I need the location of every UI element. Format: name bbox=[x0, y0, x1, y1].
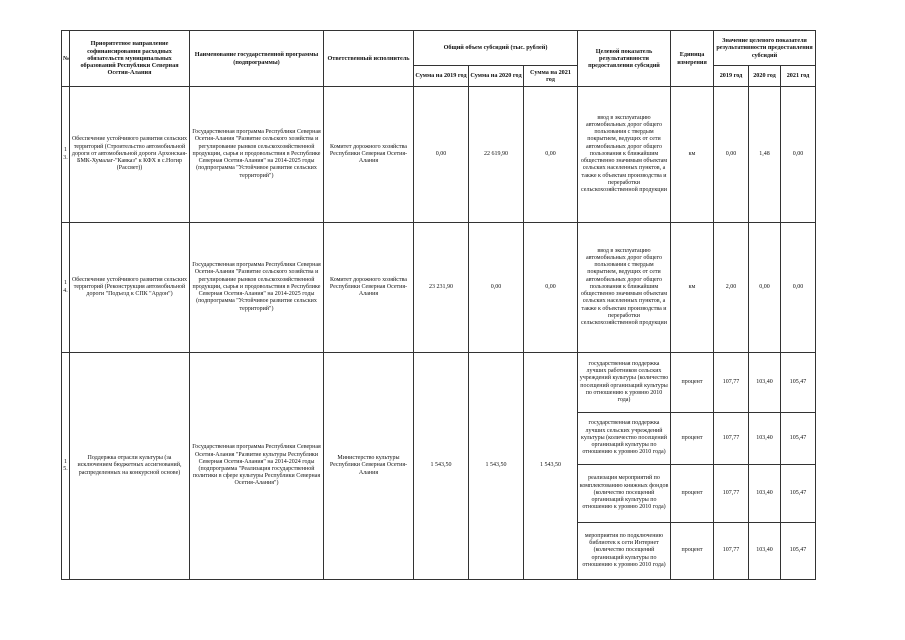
header-direction: Приоритетное направление софинансирования расходных обязательств муниципальных образований Республики Северная Осетия-Алания bbox=[70, 31, 190, 87]
row-sum-2019: 0,00 bbox=[414, 87, 469, 223]
row-unit: км bbox=[671, 87, 714, 223]
document-page bbox=[61, 30, 815, 580]
row-unit: процент bbox=[671, 523, 714, 580]
table-row bbox=[62, 353, 816, 413]
row-direction: Обеспечение устойчивого развития сельских территорий (Строительство автомобильной дороги от автомобильной дороги Архонская-БМК-Хумалаг-"Кавказ" к КФХ в с.Ногир (Рассвет)) bbox=[70, 87, 190, 223]
row-value-2019: 107,77 bbox=[714, 353, 749, 413]
row-value-2020: 103,40 bbox=[749, 523, 781, 580]
row-value-2020: 103,40 bbox=[749, 353, 781, 413]
row-num: 14. bbox=[62, 223, 70, 353]
header-indicator: Целевой показатель результативности предоставления субсидий bbox=[578, 31, 671, 87]
header-subsidy-total: Общий объем субсидий (тыс. рублей) bbox=[414, 31, 578, 66]
row-value-2021: 105,47 bbox=[781, 523, 816, 580]
header-executor: Ответственный исполнитель bbox=[324, 31, 414, 87]
row-value-2021: 0,00 bbox=[781, 87, 816, 223]
row-direction: Поддержка отрасли культуры (за исключением бюджетных ассигнований, распределенных на конкурсной основе) bbox=[70, 353, 190, 580]
row-executor: Комитет дорожного хозяйства Республики Северная Осетия-Алания bbox=[324, 223, 414, 353]
header-sum-2019: Сумма на 2019 год bbox=[414, 66, 469, 87]
row-unit: процент bbox=[671, 353, 714, 413]
header-target-value: Значение целевого показателя результативности предоставления субсидий bbox=[714, 31, 816, 66]
row-sum-2021: 0,00 bbox=[524, 223, 578, 353]
row-sum-2021: 1 543,50 bbox=[524, 353, 578, 580]
row-indicator: реализация мероприятий по комплектованию книжных фондов (количество посещений организаций культуры по отношению к уровню 2010 года) bbox=[578, 465, 671, 523]
row-value-2019: 0,00 bbox=[714, 87, 749, 223]
row-indicator: мероприятия по подключению библиотек к сети Интернет (количество посещений организаций культуры по отношению к уровню 2010 года) bbox=[578, 523, 671, 580]
row-indicator: ввод в эксплуатацию автомобильных дорог общего пользования с твердым покрытием, ведущих от сети автомобильных дорог общего пользования к ближайшим общественно значимым объектам сельских населенных пунктов, а также к объектам производства и переработки сельскохозяйственной продукции bbox=[578, 223, 671, 353]
row-unit: км bbox=[671, 223, 714, 353]
header-program: Наименование государственной программы (подпрограммы) bbox=[190, 31, 324, 87]
header-year-2019: 2019 год bbox=[714, 66, 749, 87]
row-sum-2020: 22 619,90 bbox=[469, 87, 524, 223]
row-value-2021: 0,00 bbox=[781, 223, 816, 353]
row-unit: процент bbox=[671, 465, 714, 523]
row-sum-2020: 0,00 bbox=[469, 223, 524, 353]
row-program: Государственная программа Республики Северная Осетия-Алания "Развитие культуры Республики Северная Осетия-Алания" на 2014-2024 годы (подпрограмма "Реализация государственной политики в сфере культуры Республики Северная Осетия-Алания") bbox=[190, 353, 324, 580]
row-value-2019: 107,77 bbox=[714, 413, 749, 465]
row-indicator: государственная поддержка лучших работников сельских учреждений культуры (количество посещений организаций культуры по отношению к уровню 2010 года) bbox=[578, 353, 671, 413]
row-indicator: государственная поддержка лучших сельских учреждений культуры (количество посещений организаций культуры по отношению к уровню 2010 года) bbox=[578, 413, 671, 465]
row-direction: Обеспечение устойчивого развития сельских территорий (Реконструкция автомобильной дороги "Подъезд к СПК "Ардон") bbox=[70, 223, 190, 353]
row-num: 15. bbox=[62, 353, 70, 580]
row-value-2020: 103,40 bbox=[749, 465, 781, 523]
row-value-2020: 103,40 bbox=[749, 413, 781, 465]
header-sum-2020: Сумма на 2020 год bbox=[469, 66, 524, 87]
header-year-2021: 2021 год bbox=[781, 66, 816, 87]
header-sum-2021: Сумма на 2021 год bbox=[524, 66, 578, 87]
row-value-2021: 105,47 bbox=[781, 353, 816, 413]
table-row bbox=[62, 87, 816, 223]
row-value-2020: 0,00 bbox=[749, 223, 781, 353]
table-row bbox=[62, 223, 816, 353]
header-num: № bbox=[62, 31, 70, 87]
row-value-2021: 105,47 bbox=[781, 413, 816, 465]
row-indicator: ввод в эксплуатацию автомобильных дорог общего пользования с твердым покрытием, ведущих от сети автомобильных дорог общего пользования к ближайшим общественно значимым объектам сельских населенных пунктов, а также к объектам производства и переработки сельскохозяйственной продукции bbox=[578, 87, 671, 223]
row-value-2019: 107,77 bbox=[714, 523, 749, 580]
row-sum-2019: 23 231,90 bbox=[414, 223, 469, 353]
header-unit: Единица измерения bbox=[671, 31, 714, 87]
subsidy-table bbox=[61, 30, 816, 580]
row-executor: Комитет дорожного хозяйства Республики Северная Осетия-Алания bbox=[324, 87, 414, 223]
row-value-2019: 2,00 bbox=[714, 223, 749, 353]
row-unit: процент bbox=[671, 413, 714, 465]
row-num: 13. bbox=[62, 87, 70, 223]
row-value-2019: 107,77 bbox=[714, 465, 749, 523]
row-program: Государственная программа Республики Северная Осетия-Алания "Развитие сельского хозяйства и регулирование рынков сельскохозяйственной продукции, сырья и продовольствия в Республике Северная Осетия-Алания" на 2014-2025 годы (подпрограмма "Устойчивое развитие сельских территорий") bbox=[190, 87, 324, 223]
row-sum-2019: 1 543,50 bbox=[414, 353, 469, 580]
row-sum-2020: 1 543,50 bbox=[469, 353, 524, 580]
row-executor: Министерство культуры Республики Северная Осетия-Алания bbox=[324, 353, 414, 580]
row-program: Государственная программа Республики Северная Осетия-Алания "Развитие сельского хозяйства и регулирование рынков сельскохозяйственной продукции, сырья и продовольствия в Республике Северная Осетия-Алания" на 2014-2025 годы (подпрограмма "Устойчивое развитие сельских территорий") bbox=[190, 223, 324, 353]
row-sum-2021: 0,00 bbox=[524, 87, 578, 223]
header-year-2020: 2020 год bbox=[749, 66, 781, 87]
row-value-2021: 105,47 bbox=[781, 465, 816, 523]
row-value-2020: 1,48 bbox=[749, 87, 781, 223]
